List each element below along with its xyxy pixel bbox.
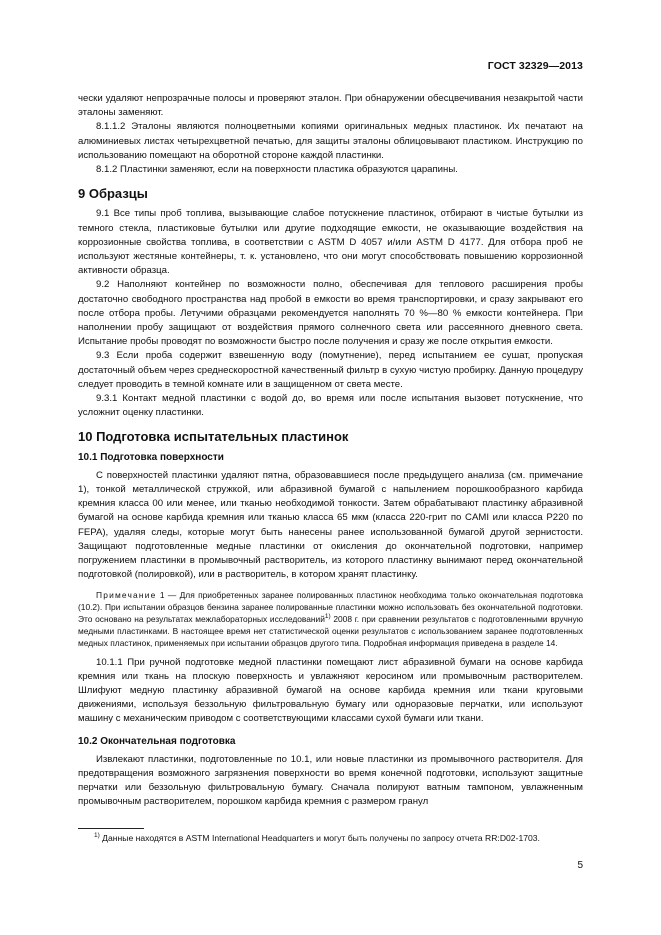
page-number: 5 — [577, 860, 583, 871]
paragraph-10-1-1: 10.1.1 При ручной подготовке медной пластинки помещают лист абразивной бумаги на основе карбида кремния или ткань на плоскую поверхность и увлажняют керосином или промывочным растворителем. Шлифуют медную пластинку абразивной бумагой на основе карбида кремния или ткани круговыми движениями, используя беззольную фильтровальную бумагу или одноразовые перчатки, или используют машину с механическим приводом с соответствующими классами сухой бумаги или ткани. — [78, 656, 583, 725]
section-heading-10: 10 Подготовка испытательных пластинок — [78, 429, 349, 445]
paragraph-10-2: Извлекают пластинки, подготовленные по 10.1, или новые пластинки из промывочного растворителя. Для предотвращения возможного загрязнения поверхности во время конечной подготовки, используют защитные перчатки или беззольную фильтровальную бумагу. Сначала полируют ватным тампоном, увлажненным промывочным растворителем, порошком карбида кремния с размером гранул — [78, 753, 583, 808]
footnote-divider — [78, 828, 144, 829]
subsection-heading-10-1: 10.1 Подготовка поверхности — [78, 451, 224, 463]
paragraph-10-1: С поверхностей пластинки удаляют пятна, образовавшиеся после предыдущего анализа (см. примечание 1), тонкой металлической стружкой, или абразивной бумагой с напылением порошкообразного карбида кремния класса 00 или менее, или тканью необходимой тонкости. Затем обрабатывают пластинку абразивной бумагой на основе карбида кремния или тканью класса 65 мкм (класса 220-грит по CAMI или класса Р220 по FEPA), удаляя следы, которые могут быть нанесены ранее использованной бумагой другой зернистости. Защищают подготовленные медные пластинки от окисления до окончательной подготовки, например погружением пластинки в промывочный растворитель, из которого пластинку вынимают перед окончательной подготовкой (полировкой), или в растворитель, в котором хранят пластинку. — [78, 469, 583, 581]
paragraph-continuation: чески удаляют непрозрачные полосы и проверяют эталон. При обнаружении обесцвечивания незакрытой части эталоны заменяют. — [78, 93, 583, 119]
paragraph-9-3-1: 9.3.1 Контакт медной пластинки с водой до, во время или после испытания вызовет потускнение, что усложнит оценку пластинки. — [78, 393, 583, 419]
note-label: Примечание — [96, 589, 157, 600]
standard-header: ГОСТ 32329—2013 — [487, 60, 583, 72]
paragraph-9-2: 9.2 Наполняют контейнер по возможности полно, обеспечивая для теплового расширения пробы достаточно свободного пространства над пробой в емкости во время транспортировки, и сразу закрывают его после отбора пробы. Летучими образцами рекомендуется наполнять 70 %—80 % емкости контейнера. При наполнении пробу защищают от воздействия прямого солнечного света или рассеянного дневного света. Испытание пробы проводят по возможности быстро после получения и сразу же после открытия емкости. — [78, 279, 583, 348]
paragraph-8-1-2: 8.1.2 Пластинки заменяют, если на поверхности пластика образуются царапины. — [96, 164, 458, 176]
footnote-text: Данные находятся в ASTM International Headquarters и могут быть получены по запросу отчета RR:D02-1703. — [102, 833, 540, 843]
section-heading-9: 9 Образцы — [78, 186, 148, 202]
footnote — [78, 832, 583, 844]
note-text-a: 1 — Для приобретенных заранее полированных пластинок необходима только окончательная подготовка (10.2). При испытании образцов бензина заранее полированные пластинки можно использовать без окончательной подготовки. Это основано на результатах межлабораторных исследований — [78, 589, 583, 624]
paragraph-8-1-1-2: 8.1.1.2 Эталоны являются полноцветными копиями оригинальных медных пластинок. Их печатают на алюминиевых листах четырехцветной печатью, для защиты эталоны облицовывают пластиком. Инструкцию по использованию помещают на оборотной стороне каждой пластинки. — [78, 121, 583, 161]
page-content — [78, 92, 583, 810]
subsection-heading-10-2: 10.2 Окончательная подготовка — [78, 735, 236, 747]
note-footnote-ref: 1) — [324, 613, 331, 621]
paragraph-9-3: 9.3 Если проба содержит взвешенную воду (помутнение), перед испытанием ее сушат, пропуская достаточный объем через среднескоростной качественный фильтр в сухую чистую пробирку. Данную процедуру следует проводить в темной комнате или в защищенном от света месте. — [78, 350, 583, 390]
note-text-b: 2008 г. при сравнении результатов с подготовленными вручную медными пластинками. В настоящее время нет статистической оценки результатов с использованием заранее подготовленных медных пластинок, применяемых при испытании образцов другого типа. Подробная информация приведена в разделе 14. — [78, 613, 583, 649]
paragraph-9-1: 9.1 Все типы проб топлива, вызывающие слабое потускнение пластинок, отбирают в чистые бутылки из темного стекла, пластиковые бутылки или другие подходящие емкости, не оказывающие воздействия на коррозионные свойства топлива, в соответствии с ASTM D 4057 и/или ASTM D 4177. Для отбора проб не используют жестяные контейнеры, т. к. установлено, что они могут способствовать повышению коррозионной активности образца. — [78, 208, 583, 277]
footnote-mark: 1) — [94, 832, 100, 840]
note-1 — [78, 589, 583, 650]
